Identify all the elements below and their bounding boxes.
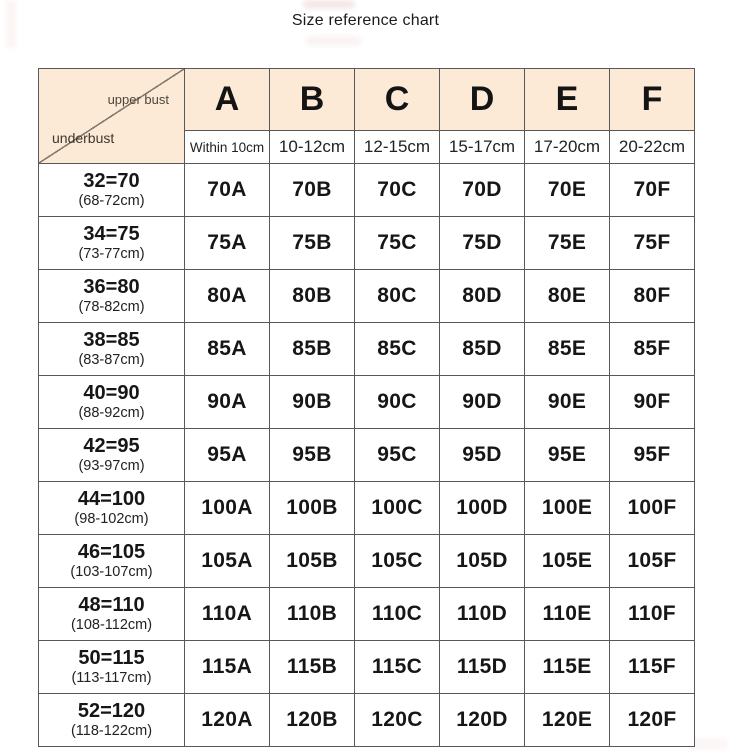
size-cell: 115B — [270, 641, 355, 694]
size-cell: 80F — [610, 270, 695, 323]
size-cell: 90B — [270, 376, 355, 429]
cup-letter-header: B — [270, 69, 355, 131]
cup-letter-header: F — [610, 69, 695, 131]
size-cell: 80E — [525, 270, 610, 323]
artifact-smudge-below-title — [306, 36, 361, 46]
size-cell: 120D — [440, 694, 525, 747]
size-cell: 110E — [525, 588, 610, 641]
size-cell: 115F — [610, 641, 695, 694]
band-size-label: 32=70 — [83, 169, 140, 192]
band-size-range-label: (93-97cm) — [78, 458, 145, 475]
band-size-row-header — [39, 217, 185, 270]
size-cell: 85F — [610, 323, 695, 376]
size-cell: 75C — [355, 217, 440, 270]
size-cell: 80A — [185, 270, 270, 323]
size-cell: 75F — [610, 217, 695, 270]
size-cell: 95D — [440, 429, 525, 482]
size-cell: 110C — [355, 588, 440, 641]
size-cell: 80C — [355, 270, 440, 323]
size-cell: 100B — [270, 482, 355, 535]
cup-letter-header: C — [355, 69, 440, 131]
band-size-label: 50=115 — [78, 646, 145, 669]
size-cell: 80B — [270, 270, 355, 323]
band-size-row-header — [39, 694, 185, 747]
size-cell: 100D — [440, 482, 525, 535]
size-cell: 85E — [525, 323, 610, 376]
band-size-row-header — [39, 482, 185, 535]
size-cell: 70C — [355, 164, 440, 217]
cup-letter-header: D — [440, 69, 525, 131]
cup-letter-header: A — [185, 69, 270, 131]
band-size-range-label: (78-82cm) — [78, 299, 145, 316]
band-size-row-header — [39, 376, 185, 429]
band-size-label: 34=75 — [83, 222, 140, 245]
band-size-range-label: (83-87cm) — [78, 352, 145, 369]
size-cell: 105A — [185, 535, 270, 588]
size-cell: 95F — [610, 429, 695, 482]
size-cell: 70F — [610, 164, 695, 217]
band-size-row-header — [39, 270, 185, 323]
size-cell: 85D — [440, 323, 525, 376]
underbust-label: underbust — [52, 130, 115, 146]
band-size-label: 40=90 — [83, 381, 140, 404]
band-size-range-label: (103-107cm) — [70, 564, 153, 581]
size-cell: 90A — [185, 376, 270, 429]
bust-difference-header: 20-22cm — [610, 131, 695, 164]
band-size-range-label: (98-102cm) — [74, 511, 149, 528]
size-cell: 120E — [525, 694, 610, 747]
bust-difference-header: 15-17cm — [440, 131, 525, 164]
band-size-label: 48=110 — [78, 593, 145, 616]
band-size-label: 44=100 — [77, 487, 146, 510]
size-cell: 75B — [270, 217, 355, 270]
size-cell: 105F — [610, 535, 695, 588]
band-size-row-header — [39, 164, 185, 217]
size-cell: 70D — [440, 164, 525, 217]
corner-header-cell — [39, 69, 185, 164]
upper-bust-label: upper bust — [107, 92, 169, 107]
size-cell: 100C — [355, 482, 440, 535]
size-cell: 90C — [355, 376, 440, 429]
size-cell: 75D — [440, 217, 525, 270]
size-cell: 100A — [185, 482, 270, 535]
size-cell: 75E — [525, 217, 610, 270]
band-size-row-header — [39, 323, 185, 376]
size-cell: 120A — [185, 694, 270, 747]
size-cell: 115E — [525, 641, 610, 694]
size-cell: 115C — [355, 641, 440, 694]
band-size-range-label: (73-77cm) — [78, 246, 145, 263]
size-cell: 95A — [185, 429, 270, 482]
band-size-label: 36=80 — [83, 275, 140, 298]
size-cell: 105D — [440, 535, 525, 588]
band-size-range-label: (108-112cm) — [70, 617, 153, 634]
size-cell: 70E — [525, 164, 610, 217]
size-reference-table — [38, 68, 695, 747]
size-cell: 90D — [440, 376, 525, 429]
band-size-range-label: (118-122cm) — [70, 723, 153, 740]
size-cell: 80D — [440, 270, 525, 323]
size-cell: 85B — [270, 323, 355, 376]
artifact-smudge-top — [303, 0, 355, 9]
size-cell: 105B — [270, 535, 355, 588]
band-size-range-label: (68-72cm) — [78, 193, 145, 210]
size-cell: 85A — [185, 323, 270, 376]
size-cell: 95B — [270, 429, 355, 482]
band-size-label: 52=120 — [77, 699, 146, 722]
size-cell: 70B — [270, 164, 355, 217]
size-cell: 90F — [610, 376, 695, 429]
band-size-row-header — [39, 588, 185, 641]
band-size-label: 42=95 — [83, 434, 140, 457]
size-cell: 120C — [355, 694, 440, 747]
band-size-row-header — [39, 535, 185, 588]
band-size-range-label: (88-92cm) — [78, 405, 145, 422]
size-cell: 110B — [270, 588, 355, 641]
bust-difference-header: 17-20cm — [525, 131, 610, 164]
band-size-row-header — [39, 429, 185, 482]
size-cell: 110D — [440, 588, 525, 641]
size-cell: 120B — [270, 694, 355, 747]
band-size-range-label: (113-117cm) — [71, 670, 152, 687]
bust-difference-header: 10-12cm — [270, 131, 355, 164]
size-cell: 100F — [610, 482, 695, 535]
size-cell: 105E — [525, 535, 610, 588]
band-size-label: 46=105 — [77, 540, 146, 563]
band-size-label: 38=85 — [83, 328, 140, 351]
size-cell: 115A — [185, 641, 270, 694]
page-title: Size reference chart — [291, 12, 440, 29]
cup-letter-header: E — [525, 69, 610, 131]
size-cell: 115D — [440, 641, 525, 694]
size-cell: 120F — [610, 694, 695, 747]
size-cell: 75A — [185, 217, 270, 270]
size-cell: 110F — [610, 588, 695, 641]
size-cell: 100E — [525, 482, 610, 535]
size-cell: 95C — [355, 429, 440, 482]
bust-difference-header: Within 10cm — [185, 131, 270, 164]
size-cell: 85C — [355, 323, 440, 376]
size-cell: 70A — [185, 164, 270, 217]
size-cell: 90E — [525, 376, 610, 429]
size-cell: 95E — [525, 429, 610, 482]
bust-difference-header: 12-15cm — [355, 131, 440, 164]
band-size-row-header — [39, 641, 185, 694]
size-cell: 110A — [185, 588, 270, 641]
size-cell: 105C — [355, 535, 440, 588]
